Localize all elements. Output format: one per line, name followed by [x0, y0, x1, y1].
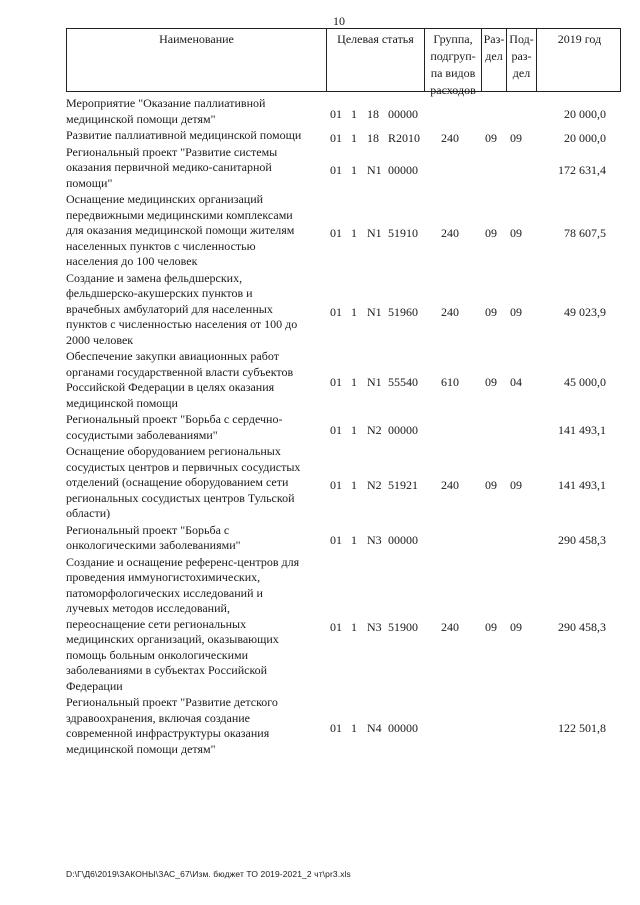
- amount-cell: 49 023,9: [564, 304, 606, 319]
- code-part-2: 1: [351, 478, 357, 492]
- code-part-1: 01: [330, 478, 342, 492]
- code-part-1: 01: [330, 375, 342, 390]
- code-part-3: 18: [367, 131, 379, 145]
- row-name: [66, 695, 324, 757]
- section-cell: 09: [485, 375, 497, 390]
- row-name-line: Мероприятие "Оказание паллиативной: [66, 96, 266, 110]
- code-part-4: 00000: [388, 422, 418, 437]
- row-name-line: Обеспечение закупки авиационных работ: [66, 349, 279, 363]
- row-name-line: врачебных амбулаторий для населенных: [66, 301, 273, 316]
- row-name-line: фельдшерско-акушерских пунктов и: [66, 286, 253, 300]
- row-name-line: населенных пунктов с численностью: [66, 238, 256, 253]
- header-subsection-line: Под-: [509, 32, 534, 46]
- row-name-line: проведения иммуногистохимических,: [66, 570, 261, 584]
- row-name-line: отделений (оснащение оборудованием сети: [66, 475, 289, 489]
- table-row: [0, 192, 640, 270]
- code-part-4: R2010: [388, 131, 421, 145]
- row-name-line: патоморфологических исследований и: [66, 585, 263, 600]
- row-name: [66, 412, 324, 443]
- row-name-line: современной инфраструктуры оказания: [66, 726, 270, 740]
- code-part-2: 1: [351, 163, 357, 177]
- header-target-article: Целевая статья: [327, 29, 425, 91]
- row-name: [66, 523, 324, 554]
- row-name-line: сосудистыми заболеваниями": [66, 427, 218, 442]
- code-part-4: 00000: [388, 106, 418, 121]
- header-year: 2019 год: [557, 32, 602, 46]
- row-name-line: 2000 человек: [66, 332, 134, 347]
- subsection-cell: 09: [510, 226, 522, 240]
- code-part-3: N2: [367, 478, 382, 492]
- row-name-line: Оснащение медицинских организаций: [66, 192, 264, 206]
- code-part-1: 01: [330, 106, 342, 121]
- code-part-4: 00000: [388, 721, 418, 736]
- header-section: [482, 29, 507, 91]
- row-name-line: Региональный проект "Борьба с: [66, 522, 230, 537]
- code-part-2: 1: [351, 131, 357, 145]
- code-part-4: 51921: [388, 478, 418, 492]
- code-part-1: 01: [330, 163, 342, 177]
- code-part-2: 1: [351, 106, 357, 121]
- amount-cell: 20 000,0: [564, 131, 606, 145]
- row-name-line: Российской Федерации в целях оказания: [66, 380, 275, 394]
- page-number: 10: [333, 14, 345, 28]
- code-part-3: N3: [367, 533, 382, 548]
- amount-cell: 141 493,1: [558, 422, 606, 437]
- code-part-1: 01: [330, 619, 342, 634]
- code-part-2: 1: [351, 422, 357, 437]
- row-name-line: Оснащение оборудованием региональных: [66, 444, 281, 458]
- row-name-line: медицинской помощи детям": [66, 111, 216, 126]
- row-name-line: помощи": [66, 175, 113, 190]
- header-name: Наименование: [67, 29, 327, 91]
- amount-cell: 20 000,0: [564, 106, 606, 121]
- amount-cell: 290 458,3: [558, 533, 606, 548]
- row-name-line: Региональный проект "Развитие детского: [66, 695, 278, 709]
- row-name-line: заболеваниями в субъектах Российской: [66, 663, 268, 677]
- code-part-2: 1: [351, 533, 357, 548]
- header-subsection: [507, 29, 537, 91]
- group-cell: 240: [441, 226, 459, 240]
- row-name-line: Создание и оснащение референс-центров для: [66, 554, 300, 569]
- subsection-cell: 09: [510, 478, 522, 492]
- header-section-line: дел: [485, 49, 503, 63]
- row-name: [66, 555, 324, 695]
- code-part-1: 01: [330, 226, 342, 240]
- code-part-1: 01: [330, 721, 342, 736]
- code-part-4: 00000: [388, 533, 418, 548]
- code-part-1: 01: [330, 422, 342, 437]
- group-cell: 240: [441, 131, 459, 145]
- amount-cell: 122 501,8: [558, 721, 606, 736]
- code-part-2: 1: [351, 375, 357, 390]
- row-name-line: медицинских организаций, оказывающих: [66, 632, 279, 646]
- section-cell: 09: [485, 478, 497, 492]
- subsection-cell: 04: [510, 375, 522, 390]
- group-cell: 610: [441, 375, 459, 390]
- row-name-line: медицинской помощи: [66, 395, 178, 410]
- code-part-4: 55540: [388, 375, 418, 390]
- code-part-1: 01: [330, 131, 342, 145]
- code-part-4: 51910: [388, 226, 418, 240]
- amount-cell: 45 000,0: [564, 375, 606, 390]
- row-name-line: помощь больным онкологическими: [66, 647, 249, 662]
- row-name-line: Федерации: [66, 678, 123, 693]
- code-part-4: 51960: [388, 304, 418, 319]
- row-name-line: переоснащение сети региональных: [66, 616, 247, 631]
- row-name-line: региональных сосудистых центров Тульской: [66, 490, 295, 505]
- subsection-cell: 09: [510, 131, 522, 145]
- table-row: [0, 349, 640, 411]
- table-header: [66, 28, 621, 97]
- amount-cell: 78 607,5: [564, 226, 606, 240]
- table-row: [0, 145, 640, 192]
- table-row: [0, 271, 640, 349]
- group-cell: 240: [441, 304, 459, 319]
- header-group-line: Группа,: [433, 32, 473, 46]
- row-name-line: Создание и замена фельдшерских,: [66, 270, 243, 285]
- row-name-line: населения до 100 человек: [66, 254, 198, 268]
- table-row: [0, 523, 640, 554]
- code-part-4: 51900: [388, 619, 418, 634]
- code-part-2: 1: [351, 619, 357, 634]
- row-name: [66, 192, 324, 270]
- amount-cell: 172 631,4: [558, 163, 606, 177]
- code-part-3: N1: [367, 375, 382, 390]
- row-name-line: Развитие паллиативной медицинской помощи: [66, 128, 302, 142]
- file-path-footer: D:\Г\Д6\2019\ЗАКОНЫ\ЗАС_67\Изм. бюджет ТО 2019-2021_2 чт\pr3.xls: [66, 869, 351, 879]
- code-part-3: N2: [367, 422, 382, 437]
- table-row: [0, 695, 640, 757]
- row-name-line: лучевых методов исследований,: [66, 601, 230, 615]
- subsection-cell: 09: [510, 304, 522, 319]
- header-section-line: Раз-: [483, 32, 505, 46]
- row-name-line: онкологическими заболеваниями": [66, 538, 241, 552]
- subsection-cell: 09: [510, 619, 522, 634]
- code-part-3: N1: [367, 163, 382, 177]
- section-cell: 09: [485, 131, 497, 145]
- code-part-3: 18: [367, 106, 379, 121]
- header-group: [425, 29, 482, 97]
- row-name: [66, 128, 324, 144]
- code-part-1: 01: [330, 533, 342, 548]
- code-part-2: 1: [351, 304, 357, 319]
- row-name: [66, 271, 324, 349]
- row-name-line: здравоохранения, включая создание: [66, 710, 251, 725]
- row-name-line: оказания первичной медико-санитарной: [66, 160, 272, 174]
- code-part-3: N4: [367, 721, 382, 736]
- row-name-line: Региональный проект "Борьба с сердечно-: [66, 412, 283, 426]
- section-cell: 09: [485, 619, 497, 634]
- row-name-line: медицинской помощи детям": [66, 741, 216, 756]
- code-part-4: 00000: [388, 163, 418, 177]
- code-part-2: 1: [351, 721, 357, 736]
- row-name: [66, 96, 324, 127]
- header-group-line: расходов: [430, 83, 476, 97]
- table-row: [0, 444, 640, 522]
- header-subsection-line: раз-: [511, 49, 532, 63]
- row-name-line: Региональный проект "Развитие системы: [66, 144, 278, 159]
- header-subsection-line: дел: [512, 66, 531, 80]
- code-part-3: N1: [367, 304, 382, 319]
- row-name-line: для оказания медицинской помощи жителям: [66, 223, 295, 237]
- code-part-3: N3: [367, 619, 382, 634]
- code-part-1: 01: [330, 304, 342, 319]
- row-name: [66, 349, 324, 411]
- section-cell: 09: [485, 226, 497, 240]
- code-part-2: 1: [351, 226, 357, 240]
- row-name: [66, 145, 324, 192]
- amount-cell: 290 458,3: [558, 619, 606, 634]
- group-cell: 240: [441, 478, 459, 492]
- row-name-line: передвижными медицинскими комплексами: [66, 207, 293, 222]
- header-group-line: подгруп-: [430, 49, 476, 63]
- section-cell: 09: [485, 304, 497, 319]
- row-name-line: сосудистых центров и первичных сосудистых: [66, 459, 301, 474]
- table-row: [0, 412, 640, 443]
- group-cell: 240: [441, 619, 459, 634]
- code-part-3: N1: [367, 226, 382, 240]
- table-row: [0, 96, 640, 127]
- row-name-line: пунктов с численностью населения от 100 до: [66, 317, 298, 331]
- row-name: [66, 444, 324, 522]
- row-name-line: области): [66, 506, 111, 520]
- table-row: [0, 555, 640, 695]
- header-group-line: па видов: [430, 66, 476, 80]
- row-name-line: органами государственной власти субъектов: [66, 364, 294, 379]
- table-row: [0, 128, 640, 144]
- amount-cell: 141 493,1: [558, 478, 606, 492]
